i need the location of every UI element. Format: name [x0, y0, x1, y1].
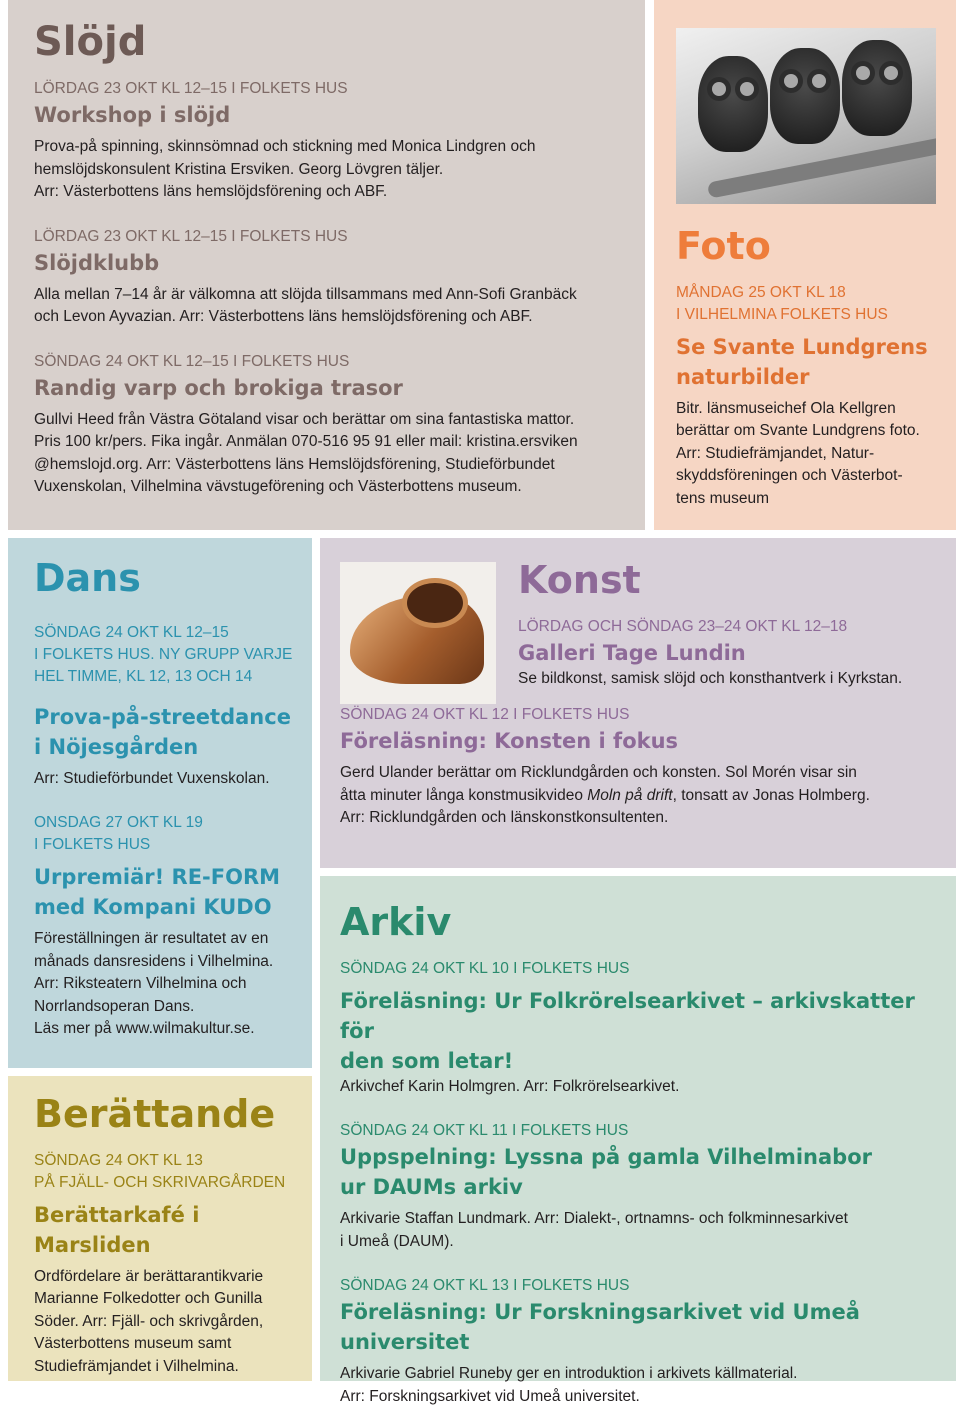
event-text: Föreställningen är resultatet av en: [34, 930, 269, 948]
konst-section: [320, 538, 956, 868]
event-date: MÅNDAG 25 OKT KL 18: [676, 283, 846, 301]
event-text: Arkivarie Gabriel Runeby ger en introduktion i arkivets källmaterial.: [340, 1365, 798, 1383]
event-text: Arkivchef Karin Holmgren. Arr: Folkrörelsearkivet.: [340, 1077, 680, 1095]
event-text: Söder. Arr: Fjäll- och skrivgården,: [34, 1312, 264, 1330]
event-text: Vuxenskolan, Vilhelmina vävstugeförening och Västerbottens museum.: [34, 478, 522, 495]
event-text: Marianne Folkedotter och Gunilla: [34, 1290, 263, 1308]
event-title: Prova-på-streetdance: [34, 704, 291, 729]
event-text: Arr: Riksteatern Vilhelmina och: [34, 975, 247, 993]
event-title: med Kompani KUDO: [34, 895, 272, 920]
event-text: Bitr. länsmuseichef Ola Kellgren: [676, 399, 896, 417]
event-title: Galleri Tage Lundin: [518, 640, 746, 665]
event-title: Föreläsning: Ur Forskningsarkivet vid Umeå universitet: [340, 1300, 860, 1355]
event-date: ONSDAG 27 OKT KL 19: [34, 814, 203, 832]
event-date: SÖNDAG 24 OKT KL 12–15: [34, 623, 229, 641]
event-date: PÅ FJÄLL- OCH SKRIVARGÅRDEN: [34, 1173, 286, 1191]
event-text: Studiefrämjandet i Vilhelmina.: [34, 1357, 239, 1375]
event-text: Ordfördelare är berättarantikvarie: [34, 1267, 264, 1285]
event-title: ur DAUMs arkiv: [340, 1175, 523, 1200]
event-date: SÖNDAG 24 OKT KL 13: [34, 1151, 203, 1169]
arkiv-section: [320, 876, 956, 1405]
event-text: @hemslojd.org. Arr: Västerbottens läns Hemslöjdsförening, Studieförbundet: [34, 455, 555, 473]
berattande-section: [8, 1076, 312, 1381]
event-text: Arkivarie Staffan Lundmark. Arr: Dialekt-, ortnamns- och folkminnesarkivet: [340, 1210, 848, 1228]
event-title: Slöjdklubb: [34, 250, 160, 275]
event-date: LÖRDAG 23 OKT KL 12–15 I FOLKETS HUS: [34, 227, 348, 245]
event-title: Se Svante Lundgrens: [676, 334, 928, 359]
section-heading: Foto: [676, 224, 771, 268]
event-title: Föreläsning: Konsten i fokus: [340, 729, 679, 754]
event-text: tens museum: [676, 489, 770, 507]
owls-photo: [676, 28, 936, 204]
event-text: Arr: Studieförbundet Vuxenskolan.: [34, 769, 270, 787]
event-date: SÖNDAG 24 OKT KL 10 I FOLKETS HUS: [340, 959, 630, 977]
event-title: Berättarkafé i Marsliden: [34, 1202, 200, 1257]
event-date: I VILHELMINA FOLKETS HUS: [676, 305, 888, 323]
event-title: den som letar!: [340, 1048, 514, 1073]
event-text: Arr: Ricklundgården och länskonstkonsultenten.: [340, 809, 669, 827]
event-link-text: Läs mer på www.wilmakultur.se.: [34, 1020, 255, 1038]
event-text: Arr: Forskningsarkivet vid Umeå universitet.: [340, 1387, 640, 1405]
event-title: Föreläsning: Ur Folkrörelsearkivet – arkivskatter för: [340, 988, 915, 1043]
event-date: SÖNDAG 24 OKT KL 12–15 I FOLKETS HUS: [34, 352, 350, 370]
event-text: Pris 100 kr/pers. Fika ingår. Anmälan 070-516 95 91 eller mail: kristina.ersviken: [34, 433, 578, 450]
event-date: SÖNDAG 24 OKT KL 11 I FOLKETS HUS: [340, 1122, 629, 1140]
event-text: hemslöjdskonsulent Kristina Ersviken. Georg Lövgren täljer.: [34, 160, 444, 178]
event-text: Norrlandsoperan Dans.: [34, 997, 195, 1015]
event-title: Workshop i slöjd: [34, 103, 231, 127]
shoe-sculpture-photo: [340, 562, 496, 704]
event-text: skyddsföreningen och Västerbot-: [676, 467, 903, 485]
event-date: LÖRDAG 23 OKT KL 12–15 I FOLKETS HUS: [34, 80, 348, 97]
event-date: SÖNDAG 24 OKT KL 13 I FOLKETS HUS: [340, 1277, 630, 1295]
section-heading: Slöjd: [34, 19, 147, 65]
event-title: Randig varp och brokiga trasor: [34, 375, 403, 400]
event-text: berättar om Svante Lundgrens foto.: [676, 422, 920, 440]
event-text: Se bildkonst, samisk slöjd och konsthantverk i Kyrkstan.: [518, 669, 903, 687]
event-text: Arr: Västerbottens läns hemslöjdsförening och ABF.: [34, 183, 388, 200]
event-text: Alla mellan 7–14 år är välkomna att slöjda tillsammans med Ann-Sofi Granbäck: [34, 285, 577, 303]
event-date: SÖNDAG 24 OKT KL 12 I FOLKETS HUS: [340, 706, 630, 724]
event-date: HEL TIMME, KL 12, 13 OCH 14: [34, 667, 253, 685]
event-title: i Nöjesgården: [34, 734, 199, 759]
event-text: åtta minuter långa konstmusikvideo Moln på drift, tonsatt av Jonas Holmberg.: [340, 786, 870, 804]
section-heading: Dans: [34, 556, 141, 600]
event-text: Gullvi Heed från Västra Götaland visar och berättar om sina fantastiska mattor.: [34, 410, 575, 428]
event-text: och Levon Ayvazian. Arr: Västerbottens läns hemslöjdsförening och ABF.: [34, 308, 533, 325]
event-text: månads dansresidens i Vilhelmina.: [34, 952, 274, 970]
foto-section: [654, 0, 956, 530]
event-date: LÖRDAG OCH SÖNDAG 23–24 OKT KL 12–18: [518, 617, 848, 635]
event-date: I FOLKETS HUS. NY GRUPP VARJE: [34, 645, 293, 663]
event-title: Urpremiär! RE-FORM: [34, 865, 281, 890]
event-text: Prova-på spinning, skinnsömnad och stickning med Monica Lindgren och: [34, 138, 536, 155]
slojd-section: [8, 0, 645, 530]
event-text: Arr: Studiefrämjandet, Natur-: [676, 444, 875, 462]
event-text: i Umeå (DAUM).: [340, 1232, 454, 1250]
event-date: I FOLKETS HUS: [34, 836, 151, 854]
dans-section: [8, 538, 312, 1068]
event-title: naturbilder: [676, 364, 810, 389]
section-heading: Arkiv: [340, 900, 452, 944]
event-title: Uppspelning: Lyssna på gamla Vilhelminabor: [340, 1145, 872, 1170]
section-heading: Konst: [518, 558, 641, 602]
section-heading: Berättande: [34, 1092, 276, 1136]
event-text: Gerd Ulander berättar om Ricklundgården och konsten. Sol Morén visar sin: [340, 764, 857, 782]
event-text: Västerbottens museum samt: [34, 1335, 232, 1353]
